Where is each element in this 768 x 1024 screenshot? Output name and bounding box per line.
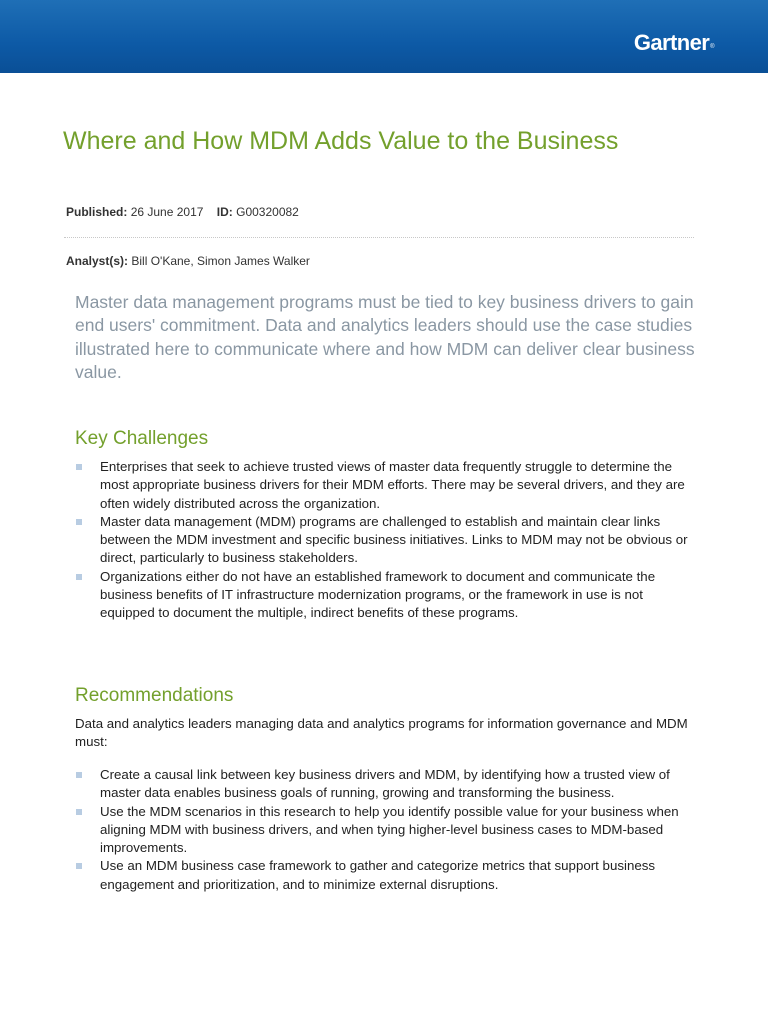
list-item [75,458,700,513]
key-challenges-heading: Key Challenges [75,428,209,449]
recommendations-intro: Data and analytics leaders managing data and analytics programs for information governance and MDM must: [75,716,688,750]
dotted-divider [64,237,694,238]
published-date: 26 June 2017 [130,205,204,219]
gartner-logo [634,30,714,56]
list-item-text: Use the MDM scenarios in this research to help you identify possible value for your business when aligning MDM with business drivers, and when tying higher-level business cases to MDM-based improvements. [100,803,679,856]
square-bullet-icon [76,809,82,815]
summary-text: Master data management programs must be tied to key business drivers to gain end users' commitment. Data and analytics leaders should use the case studies illustrated here to communicate where and how MDM can deliver clear business value. [75,292,695,382]
publication-meta [66,205,299,219]
list-item [75,803,700,858]
list-item-text: Create a causal link between key business drivers and MDM, by identifying how a trusted view of master data enables business goals of running, growing and transforming the business. [100,767,670,801]
id-label: ID: [216,205,233,219]
square-bullet-icon [76,519,82,525]
list-item-text: Organizations either do not have an established framework to document and communicate the business benefits of IT infrastructure modernization programs, or the framework in use is not equipped to document the multiple, indirect benefits of these programs. [100,568,656,621]
list-item [75,857,700,894]
list-item [75,568,700,623]
list-item-text: Master data management (MDM) programs are challenged to establish and maintain clear links between the MDM investment and specific business initiatives. Links to MDM may not be obvious or direct, particularly to business stakeholders. [100,513,688,566]
analysts-label: Analyst(s): [66,254,129,268]
header-bar [0,0,768,73]
list-item-text: Use an MDM business case framework to gather and categorize metrics that support business engagement and prioritization, and to minimize external disruptions. [100,858,656,892]
square-bullet-icon [76,574,82,580]
list-item [75,766,700,803]
recommendations-heading: Recommendations [75,685,234,706]
analysts-names: Bill O'Kane, Simon James Walker [131,254,310,268]
recommendations-list [75,766,700,894]
list-item-text: Enterprises that seek to achieve trusted views of master data frequently struggle to determine the most appropriate business drivers for their MDM efforts. There may be several drivers, and they are often widely distributed across the organization. [100,459,685,511]
document-id: G00320082 [236,205,299,219]
key-challenges-list [75,458,700,623]
logo-registered-mark: ® [710,44,714,50]
published-label: Published: [66,205,128,219]
square-bullet-icon [76,863,82,869]
square-bullet-icon [76,772,82,778]
square-bullet-icon [76,464,82,470]
list-item [75,513,700,568]
analysts-line [66,254,310,268]
page-title: Where and How MDM Adds Value to the Business [63,127,619,155]
logo-text: Gartner [633,30,710,55]
